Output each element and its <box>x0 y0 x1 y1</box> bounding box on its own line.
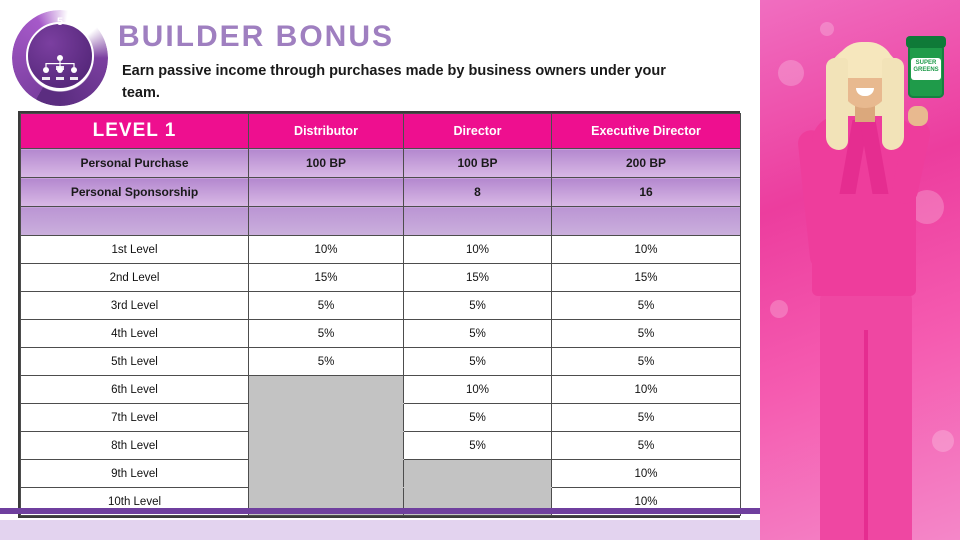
product-jar-lid <box>906 36 946 48</box>
row-label-6th-level: 6th Level <box>21 376 249 404</box>
cell-6th-distributor-blocked <box>249 376 404 404</box>
cell-1st-execdirector: 10% <box>552 236 741 264</box>
row-label-9th-level: 9th Level <box>21 460 249 488</box>
cell-5th-distributor: 5% <box>249 348 404 376</box>
row-label-personal-sponsorship: Personal Sponsorship <box>21 178 249 207</box>
product-jar-label: SUPER GREENS <box>911 58 941 80</box>
cell-8th-execdirector: 5% <box>552 432 741 460</box>
builder-bonus-badge <box>12 10 108 98</box>
row-label-10th-level: 10th Level <box>21 488 249 516</box>
cell-personal-purchase-execdirector: 200 BP <box>552 149 741 178</box>
table-row <box>21 320 741 348</box>
table-header-row <box>21 114 741 149</box>
cell-2nd-director: 15% <box>404 264 552 292</box>
cell-personal-purchase-director: 100 BP <box>404 149 552 178</box>
row-label-2nd-level: 2nd Level <box>21 264 249 292</box>
page-subtitle: Earn passive income through purchases made by business owners under your team. <box>122 63 666 101</box>
page-title: BUILDER BONUS <box>118 20 395 53</box>
cell-5th-director: 5% <box>404 348 552 376</box>
cell-7th-distributor-blocked <box>249 404 404 432</box>
spacer-cell-director <box>404 207 552 236</box>
table-body <box>21 149 741 516</box>
header-director: Director <box>404 114 552 149</box>
cell-1st-distributor: 10% <box>249 236 404 264</box>
cell-1st-director: 10% <box>404 236 552 264</box>
cell-4th-execdirector: 5% <box>552 320 741 348</box>
person-hair-right <box>882 58 904 150</box>
row-label-8th-level: 8th Level <box>21 432 249 460</box>
cell-9th-execdirector: 10% <box>552 460 741 488</box>
cell-6th-execdirector: 10% <box>552 376 741 404</box>
table-row <box>21 404 741 432</box>
table-row <box>21 264 741 292</box>
badge-number: 5 <box>56 16 64 28</box>
table-row <box>21 292 741 320</box>
spacer-cell-distributor <box>249 207 404 236</box>
row-label-5th-level: 5th Level <box>21 348 249 376</box>
table-row <box>21 178 741 207</box>
cell-8th-director: 5% <box>404 432 552 460</box>
presenter-photo <box>760 0 960 540</box>
row-label-1st-level: 1st Level <box>21 236 249 264</box>
table-row <box>21 236 741 264</box>
person-hand <box>908 106 928 126</box>
person-hair-left <box>826 58 848 150</box>
row-label-4th-level: 4th Level <box>21 320 249 348</box>
footer-bar <box>0 520 760 540</box>
table-row <box>21 348 741 376</box>
cell-personal-sponsorship-distributor <box>249 178 404 207</box>
cell-9th-director-blocked <box>404 460 552 488</box>
cell-3rd-distributor: 5% <box>249 292 404 320</box>
cell-3rd-director: 5% <box>404 292 552 320</box>
cell-3rd-execdirector: 5% <box>552 292 741 320</box>
person-leg-split <box>864 330 868 540</box>
cell-personal-sponsorship-execdirector: 16 <box>552 178 741 207</box>
network-people-icon <box>38 54 82 80</box>
cell-10th-execdirector: 10% <box>552 488 741 516</box>
person-illustration <box>760 0 960 540</box>
cell-4th-distributor: 5% <box>249 320 404 348</box>
table-row <box>21 376 741 404</box>
table-row-spacer <box>21 207 741 236</box>
table-row <box>21 432 741 460</box>
cell-5th-execdirector: 5% <box>552 348 741 376</box>
spacer-cell-label <box>21 207 249 236</box>
cell-7th-execdirector: 5% <box>552 404 741 432</box>
cell-personal-sponsorship-director: 8 <box>404 178 552 207</box>
cell-personal-purchase-distributor: 100 BP <box>249 149 404 178</box>
builder-bonus-table <box>18 111 740 518</box>
row-label-personal-purchase: Personal Purchase <box>21 149 249 178</box>
table-head <box>21 114 741 149</box>
cell-2nd-distributor: 15% <box>249 264 404 292</box>
cell-6th-director: 10% <box>404 376 552 404</box>
cell-7th-director: 5% <box>404 404 552 432</box>
footer-accent-bar <box>0 508 760 514</box>
header-level: LEVEL 1 <box>21 114 249 149</box>
cell-4th-director: 5% <box>404 320 552 348</box>
cell-8th-distributor-blocked <box>249 432 404 460</box>
cell-9th-distributor-blocked <box>249 460 404 488</box>
spacer-cell-execdirector <box>552 207 741 236</box>
row-label-7th-level: 7th Level <box>21 404 249 432</box>
header-executive-director: Executive Director <box>552 114 741 149</box>
bonus-table <box>20 113 741 516</box>
header-distributor: Distributor <box>249 114 404 149</box>
row-label-3rd-level: 3rd Level <box>21 292 249 320</box>
cell-2nd-execdirector: 15% <box>552 264 741 292</box>
table-row <box>21 149 741 178</box>
table-row <box>21 460 741 488</box>
